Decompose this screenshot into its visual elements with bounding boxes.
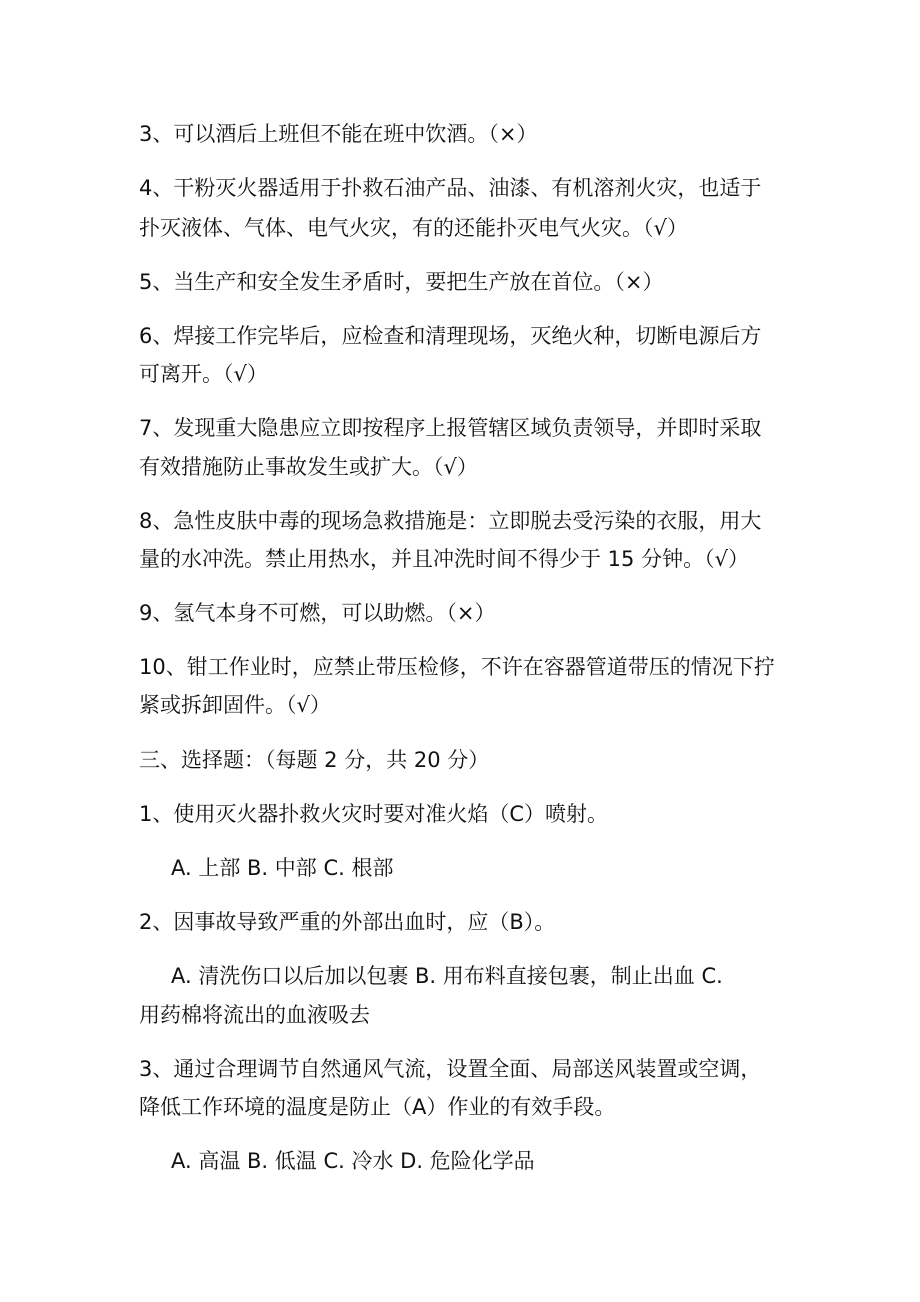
- judgement-item-7-line-1: 7、发现重大隐患应立即按程序上报管辖区域负责领导，并即时采取: [139, 416, 762, 440]
- choice-question-1: 1、使用灭火器扑救火灾时要对准火焰（C）喷射。: [139, 802, 609, 826]
- judgement-item-4-line-2: 扑灭液体、气体、电气火灾，有的还能扑灭电气火灾。（√）: [139, 216, 688, 240]
- choice-question-3-line-2: 降低工作环境的温度是防止（A）作业的有效手段。: [139, 1095, 616, 1119]
- judgement-item-10-line-1: 10、钳工作业时，应禁止带压检修，不许在容器管道带压的情况下拧: [139, 655, 775, 679]
- judgement-item-3: 3、可以酒后上班但不能在班中饮酒。（×）: [139, 122, 538, 146]
- judgement-item-6-line-2: 可离开。（√）: [139, 362, 268, 386]
- judgement-item-6-line-1: 6、焊接工作完毕后，应检查和清理现场，灭绝火种，切断电源后方: [139, 324, 762, 348]
- judgement-item-7-line-2: 有效措施防止事故发生或扩大。（√）: [139, 455, 478, 479]
- choice-question-2: 2、因事故导致严重的外部出血时，应（B）。: [139, 910, 556, 934]
- judgement-item-9: 9、氢气本身不可燃，可以助燃。（×）: [139, 601, 496, 625]
- judgement-item-4-line-1: 4、干粉灭火器适用于扑救石油产品、油漆、有机溶剂火灾，也适于: [139, 176, 762, 200]
- choice-options-2-line-1: A. 清洗伤口以后加以包裹 B. 用布料直接包裹，制止出血 C.: [171, 964, 723, 988]
- judgement-item-5: 5、当生产和安全发生矛盾时，要把生产放在首位。（×）: [139, 270, 664, 294]
- judgement-item-10-line-2: 紧或拆卸固件。（√）: [139, 693, 331, 717]
- choice-options-2-line-2: 用药棉将流出的血液吸去: [139, 1003, 370, 1027]
- section-title: 三、选择题：（每题 2 分，共 20 分）: [139, 748, 490, 772]
- judgement-item-8-line-1: 8、急性皮肤中毒的现场急救措施是：立即脱去受污染的衣服，用大: [139, 509, 762, 533]
- judgement-item-8-line-2: 量的水冲洗。禁止用热水，并且冲洗时间不得少于 15 分钟。（√）: [139, 547, 749, 571]
- choice-question-3-line-1: 3、通过合理调节自然通风气流，设置全面、局部送风装置或空调，: [139, 1057, 762, 1081]
- choice-options-3: A. 高温 B. 低温 C. 冷水 D. 危险化学品: [171, 1149, 535, 1173]
- choice-options-1: A. 上部 B. 中部 C. 根部: [171, 856, 394, 880]
